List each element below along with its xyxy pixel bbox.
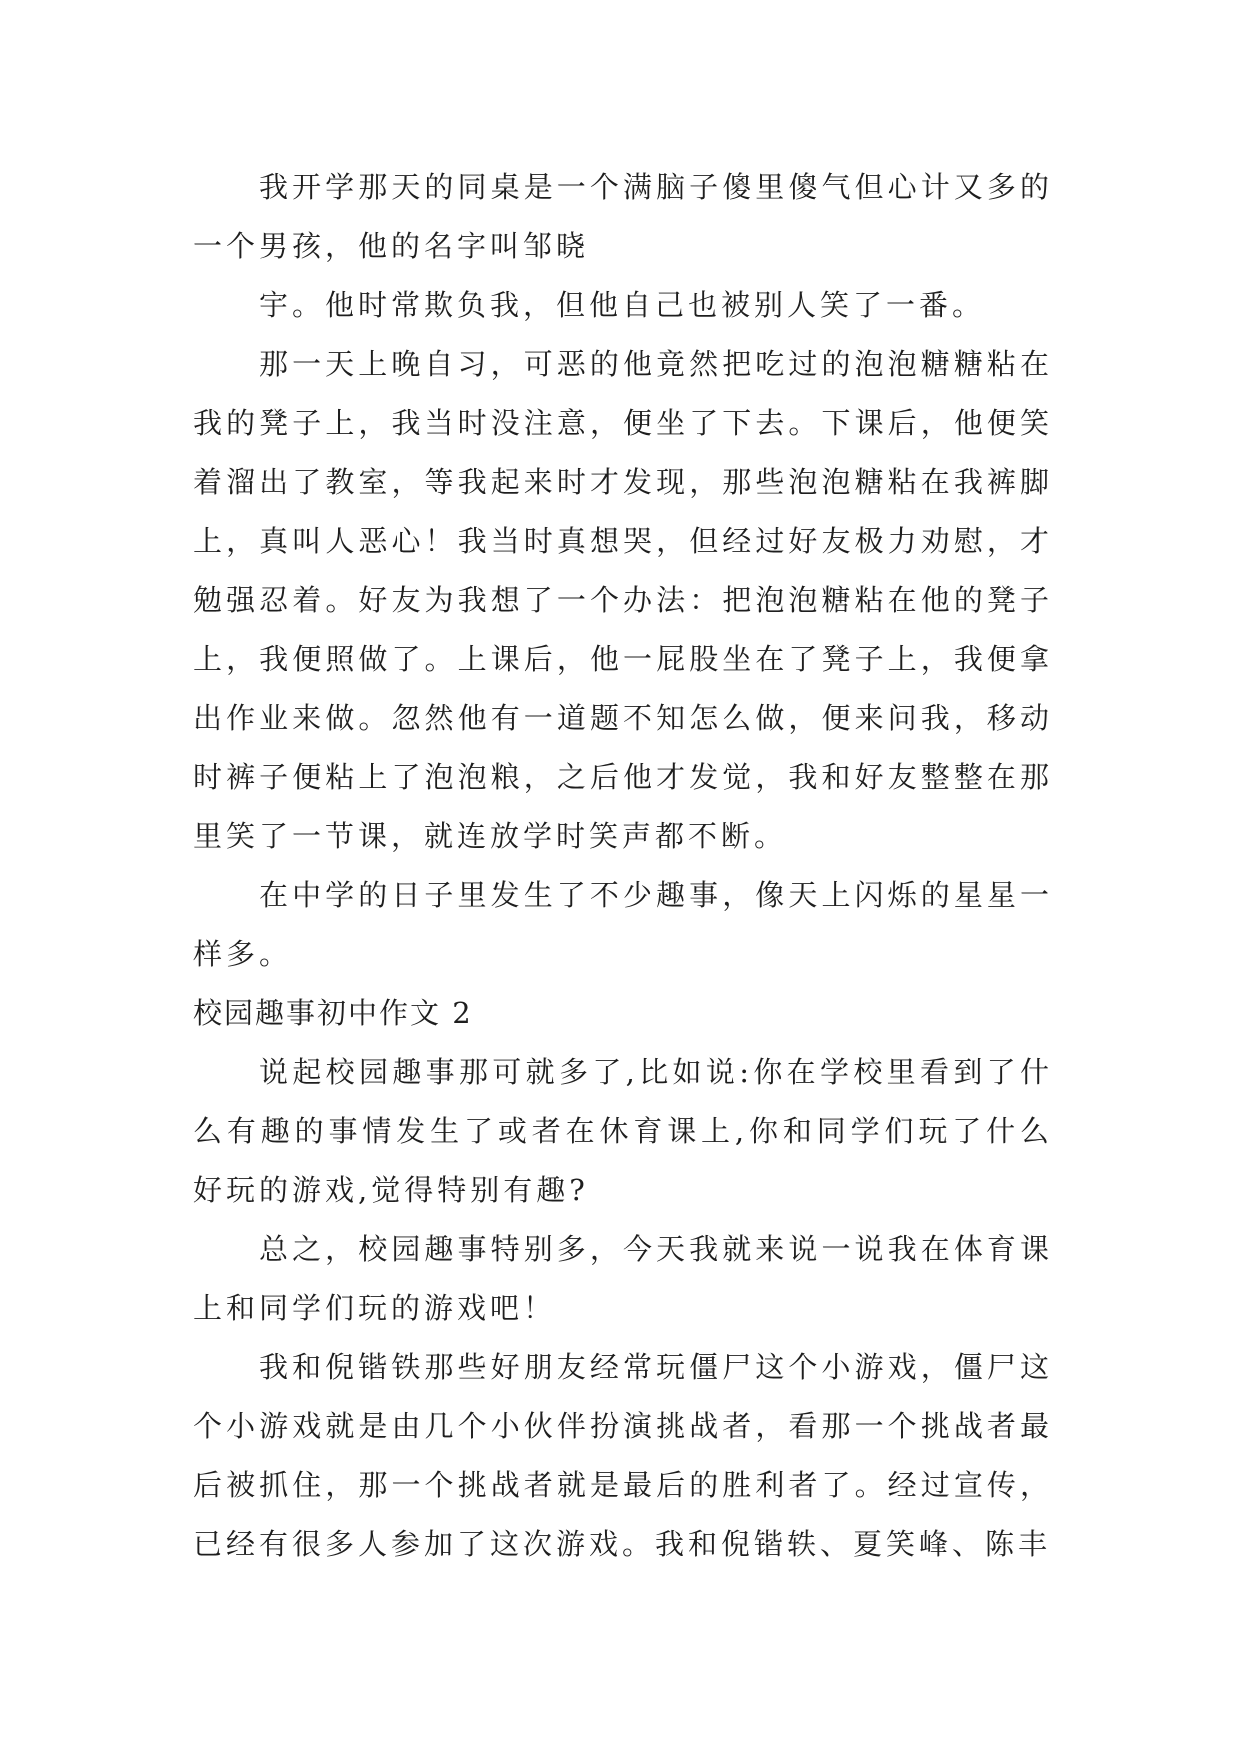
- paragraph-2: 宇。他时常欺负我，但他自己也被别人笑了一番。: [259, 288, 986, 322]
- paragraph-1: 我开学那天的同桌是一个满脑子傻里傻气但心计又多的一个男孩，他的名字叫邹晓: [193, 170, 1053, 263]
- paragraph-3: 那一天上晚自习，可恶的他竟然把吃过的泡泡糖糖粘在我的凳子上，我当时没注意，便坐了下去。下课后，他便笑着溜出了教室，等我起来时才发现，那些泡泡糖粘在我裤脚上，真叫人恶心！我当时真想哭，但经过好友极力劝慰，才勉强忍着。好友为我想了一个办法：把泡泡糖粘在他的凳子上，我便照做了。上课后，他一屁股坐在了凳子上，我便拿出作业来做。忽然他有一道题不知怎么做，便来问我，移动时裤子便粘上了泡泡粮，之后他才发觉，我和好友整整在那里笑了一节课，就连放学时笑声都不断。: [193, 347, 1053, 853]
- paragraph-6: 总之，校园趣事特别多，今天我就来说一说我在体育课上和同学们玩的游戏吧！: [193, 1232, 1053, 1325]
- section-heading: 校园趣事初中作文 2: [193, 996, 473, 1030]
- document-body: [193, 158, 1053, 1574]
- paragraph-5: 说起校园趣事那可就多了,比如说:你在学校里看到了什么有趣的事情发生了或者在休育课上,你和同学们玩了什么好玩的游戏,觉得特别有趣?: [193, 1055, 1053, 1207]
- paragraph-7: 我和倪锴铁那些好朋友经常玩僵尸这个小游戏，僵尸这个小游戏就是由几个小伙伴扮演挑战者，看那一个挑战者最后被抓住，那一个挑战者就是最后的胜利者了。经过宣传，已经有很多人参加了这次游戏。我和倪锴轶、夏笑峰、陈丰: [193, 1350, 1053, 1561]
- paragraph-4: 在中学的日子里发生了不少趣事，像天上闪烁的星星一样多。: [193, 878, 1053, 971]
